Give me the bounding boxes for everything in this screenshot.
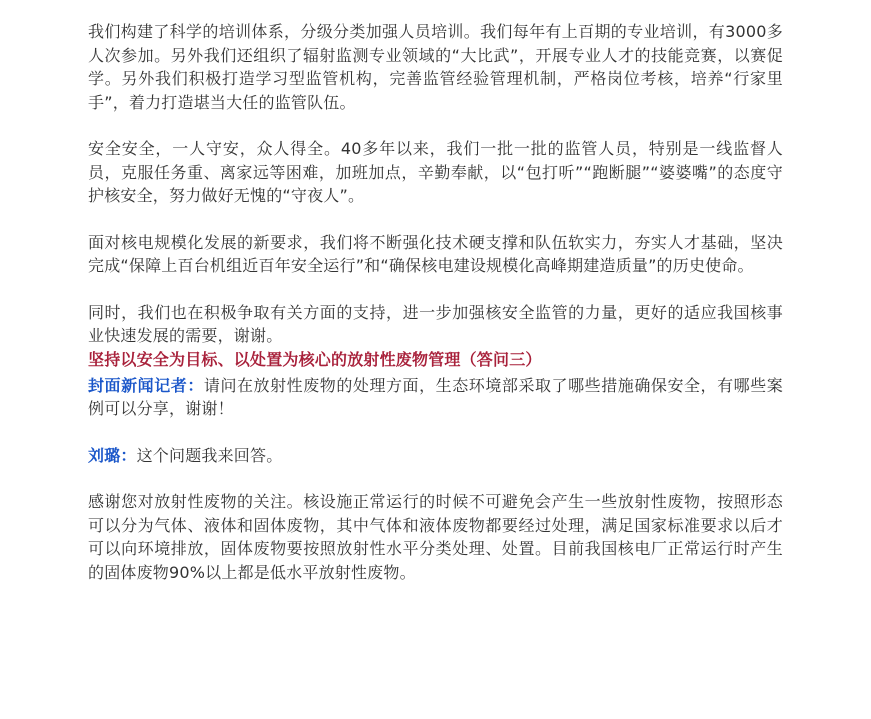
paragraph-support: 同时，我们也在积极争取有关方面的支持，进一步加强核安全监管的力量，更好的适应我国核事业快速发展的需要，谢谢。 (88, 302, 783, 345)
section-heading: 坚持以安全为目标、以处置为核心的放射性废物管理（答问三） (88, 349, 542, 369)
answer-intro-paragraph (88, 444, 783, 468)
article-body (88, 20, 783, 584)
paragraph-safety-guardians: 安全安全，一人守安，众人得全。40多年以来，我们一批一批的监管人员，特别是一线监督人员，克服任务重、离家远等困难，加班加点，辛勤奉献，以“包打听”“跑断腿”“婆婆嘴”的态度守护核安全，努力做好无愧的“守夜人”。 (88, 139, 783, 205)
paragraph-new-requirements: 面对核电规模化发展的新要求，我们将不断强化技术硬支撑和队伍软实力，夯实人才基础，坚决完成“保障上百台机组近百年安全运行”和“确保核电建设规模化高峰期建造质量”的历史使命。 (88, 232, 783, 275)
answer-paragraph: 感谢您对放射性废物的关注。核设施正常运行的时候不可避免会产生一些放射性废物，按照形态可以分为气体、液体和固体废物，其中气体和液体废物都要经过处理，满足国家标准要求以后才可以向环境排放，固体废物要按照放射性水平分类处理、处置。目前我国核电厂正常运行时产生的固体废物90%以上都是低水平放射性废物。 (88, 492, 783, 582)
question-paragraph (88, 374, 783, 421)
answer-speaker: 刘璐： (88, 445, 137, 465)
paragraph-training-system: 我们构建了科学的培训体系，分级分类加强人员培训。我们每年有上百期的专业培训，有3000多人次参加。另外我们还组织了辐射监测专业领域的“大比武”，开展专业人才的技能竞赛，以赛促学。另外我们积极打造学习型监管机构，完善监管经验管理机制，严格岗位考核，培养“行家里手”，着力打造堪当大任的监管队伍。 (88, 22, 783, 112)
answer-intro-text: 这个问题我来回答。 (136, 445, 283, 465)
question-text: 请问在放射性废物的处理方面，生态环境部采取了哪些措施确保安全，有哪些案例可以分享，谢谢！ (88, 375, 783, 418)
question-speaker: 封面新闻记者： (88, 375, 204, 395)
